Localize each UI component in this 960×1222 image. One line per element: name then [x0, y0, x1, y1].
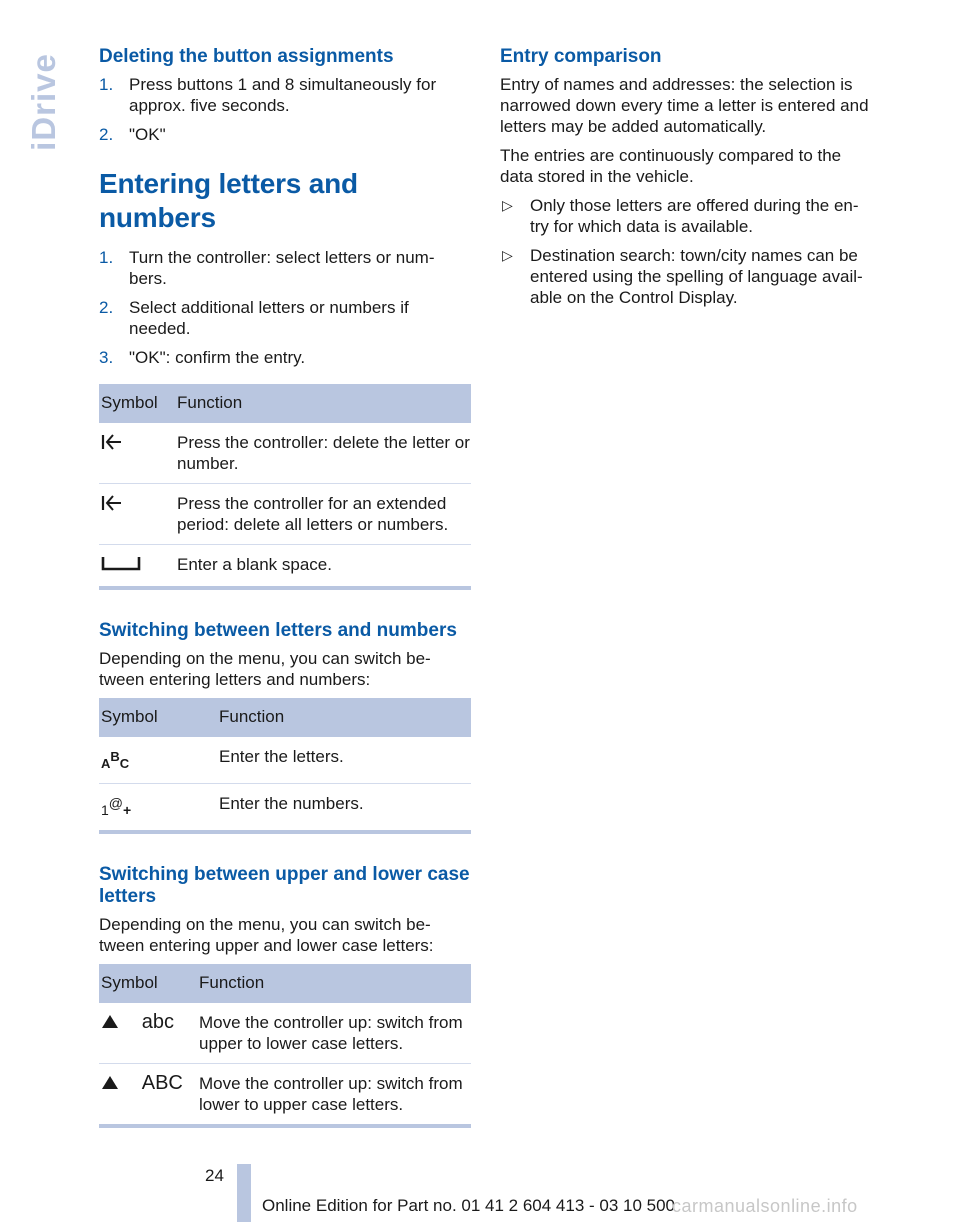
side-tab	[24, 44, 64, 160]
list-item: 2. "OK"	[99, 125, 166, 144]
table-row	[99, 1003, 471, 1064]
table-row	[99, 1064, 471, 1127]
switch-letters-numbers-heading: Switching between letters and numbers	[99, 620, 457, 641]
list-item: 1. Press buttons 1 and 8 simultaneously for approx. five seconds.	[99, 75, 437, 115]
entry-comparison-heading: Entry comparison	[500, 46, 662, 67]
blank-space-icon	[101, 554, 141, 572]
col-function: Function	[177, 384, 471, 423]
entering-steps	[99, 247, 471, 368]
col-function: Function	[199, 964, 471, 1003]
col-symbol: Symbol	[99, 698, 219, 737]
switch-case-intro: Depending on the menu, you can switch be‐tween entering upper and lower case letters:	[99, 915, 434, 955]
delete-arrow-icon	[101, 432, 123, 452]
col-symbol: Symbol	[99, 964, 199, 1003]
function-text: Press the controller: delete the letter or number.	[177, 423, 471, 484]
switch-letters-numbers-intro: Depending on the menu, you can switch be‐tween entering letters and numbers:	[99, 649, 431, 689]
table-row	[99, 423, 471, 484]
uppercase-abc-label: ABC	[141, 1072, 183, 1094]
lowercase-abc-label: abc	[141, 1011, 174, 1033]
switch-case-heading: Switching between upper and lower case letters	[99, 864, 470, 907]
up-triangle-icon	[101, 1013, 119, 1029]
deleting-steps	[99, 74, 471, 145]
function-text: Enter the letters.	[219, 737, 471, 784]
case-table	[99, 964, 471, 1128]
col-symbol: Symbol	[99, 384, 177, 423]
delete-arrow-icon	[101, 493, 123, 513]
edition-text: Online Edition for Part no. 01 41 2 604 413 - 03 10 500	[262, 1196, 676, 1215]
function-text: Enter the numbers.	[219, 784, 471, 833]
table-row	[99, 784, 471, 833]
table-header-row	[99, 964, 471, 1003]
table-header-row	[99, 698, 471, 737]
left-column	[99, 46, 471, 1158]
list-item: 2. Select additional letters or numbers if needed.	[99, 298, 409, 338]
watermark: carmanualsonline.info	[672, 1196, 858, 1216]
list-item: 3. "OK": confirm the entry.	[99, 348, 306, 367]
bullet-triangle-icon: ▷	[502, 247, 513, 263]
numbers-mode-icon: 1@+	[101, 795, 132, 818]
table-header-row	[99, 384, 471, 423]
footer-bar	[237, 1164, 251, 1222]
entry-comparison-para2: The entries are continuously compared to the data stored in the vehicle.	[500, 146, 842, 186]
table-row	[99, 484, 471, 545]
list-item: ▷ Destination search: town/city names can be entered using the spelling of language avail‐able on the Control Display.	[502, 246, 863, 307]
up-triangle-icon	[101, 1074, 119, 1090]
bullet-triangle-icon: ▷	[502, 197, 513, 213]
function-text: Press the controller for an extended period: delete all letters or numbers.	[177, 484, 471, 545]
col-function: Function	[219, 698, 471, 737]
entry-comparison-para1: Entry of names and addresses: the selection is narrowed down every time a letter is entered and letters may be added automatically.	[500, 75, 869, 136]
function-text: Enter a blank space.	[177, 545, 471, 589]
list-item: ▷ Only those letters are offered during the en‐try for which data is available.	[502, 196, 859, 236]
table-row	[99, 737, 471, 784]
function-text: Move the controller up: switch from upper to lower case letters.	[199, 1003, 471, 1064]
letters-mode-icon: ABC	[101, 749, 130, 771]
entering-symbol-table	[99, 384, 471, 590]
page-number: 24	[205, 1166, 224, 1185]
right-column	[500, 46, 876, 316]
letters-numbers-table	[99, 698, 471, 834]
entering-heading: Entering letters and numbers	[99, 168, 358, 233]
deleting-heading: Deleting the button assignments	[99, 46, 394, 67]
entry-comparison-bullets	[500, 195, 876, 308]
function-text: Move the controller up: switch from lower to upper case letters.	[199, 1064, 471, 1127]
side-tab-label: iDrive	[25, 53, 62, 151]
table-row	[99, 545, 471, 589]
list-item: 1. Turn the controller: select letters or num‐bers.	[99, 248, 435, 288]
